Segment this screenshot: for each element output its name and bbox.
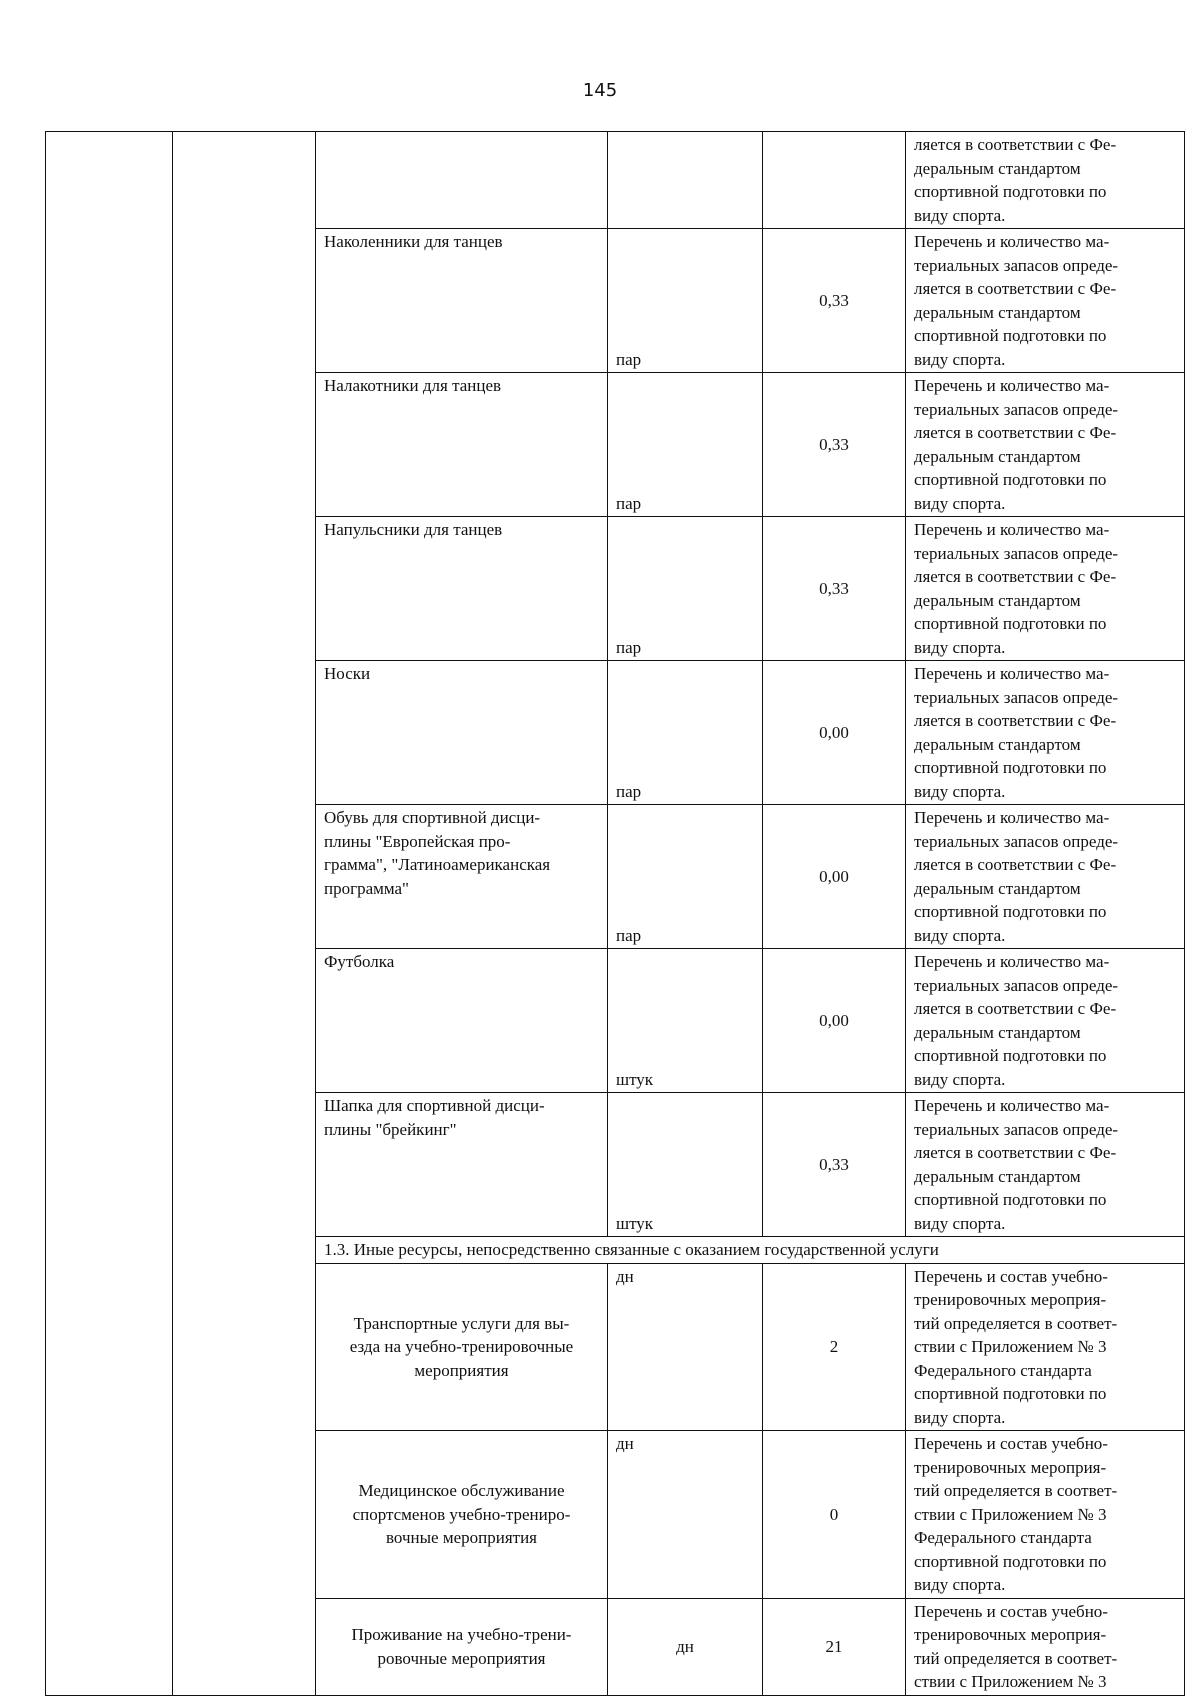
item-note: Перечень и количество ма- териальных запасов опреде- ляется в соответствии с Фе- деральным стандартом спортивной подготовки по виду спорта. bbox=[906, 373, 1185, 517]
resource-name: Медицинское обслуживание спортсменов учебно-трениро- вочные мероприятия bbox=[316, 1431, 608, 1599]
item-value: 0,33 bbox=[763, 517, 906, 661]
page-number: 145 bbox=[582, 80, 618, 101]
item-note: Перечень и количество ма- териальных запасов опреде- ляется в соответствии с Фе- деральным стандартом спортивной подготовки по виду спорта. bbox=[906, 661, 1185, 805]
item-unit: штук bbox=[608, 949, 763, 1093]
resource-unit: дн bbox=[608, 1431, 763, 1599]
item-note: Перечень и количество ма- териальных запасов опреде- ляется в соответствии с Фе- деральным стандартом спортивной подготовки по виду спорта. bbox=[906, 229, 1185, 373]
item-name: Носки bbox=[316, 661, 608, 805]
resource-value: 2 bbox=[763, 1263, 906, 1431]
item-unit: штук bbox=[608, 1093, 763, 1237]
table-body bbox=[46, 132, 1185, 1696]
item-unit: пар bbox=[608, 661, 763, 805]
item-value: 0,33 bbox=[763, 373, 906, 517]
cell-col1 bbox=[46, 132, 173, 1696]
resource-note: Перечень и состав учебно- тренировочных мероприя- тий определяется в соответ- ствии с Приложением № 3 Федерального стандарта спортивной подготовки по виду спорта. bbox=[906, 1431, 1185, 1599]
cell-name bbox=[316, 132, 608, 229]
item-note: Перечень и количество ма- териальных запасов опреде- ляется в соответствии с Фе- деральным стандартом спортивной подготовки по виду спорта. bbox=[906, 1093, 1185, 1237]
item-unit: пар bbox=[608, 517, 763, 661]
resource-note: Перечень и состав учебно- тренировочных мероприя- тий определяется в соответ- ствии с Приложением № 3 bbox=[906, 1598, 1185, 1695]
resource-name: Проживание на учебно-трени- ровочные мероприятия bbox=[316, 1598, 608, 1695]
item-value: 0,00 bbox=[763, 805, 906, 949]
cell-col2 bbox=[173, 132, 316, 1696]
item-note: Перечень и количество ма- териальных запасов опреде- ляется в соответствии с Фе- деральным стандартом спортивной подготовки по виду спорта. bbox=[906, 949, 1185, 1093]
item-value: 0,33 bbox=[763, 229, 906, 373]
item-unit: пар bbox=[608, 229, 763, 373]
cell-value bbox=[763, 132, 906, 229]
resource-value: 21 bbox=[763, 1598, 906, 1695]
resource-unit: дн bbox=[608, 1598, 763, 1695]
cell-unit bbox=[608, 132, 763, 229]
item-name: Налакотники для танцев bbox=[316, 373, 608, 517]
item-value: 0,00 bbox=[763, 661, 906, 805]
table-row bbox=[46, 132, 1185, 229]
item-name: Напульсники для танцев bbox=[316, 517, 608, 661]
item-value: 0,00 bbox=[763, 949, 906, 1093]
item-value: 0,33 bbox=[763, 1093, 906, 1237]
item-name: Обувь для спортивной дисци- плины "Европейская про- грамма", "Латиноамериканская программа" bbox=[316, 805, 608, 949]
item-name: Наколенники для танцев bbox=[316, 229, 608, 373]
section-heading: 1.3. Иные ресурсы, непосредственно связанные с оказанием государственной услуги bbox=[316, 1237, 1185, 1264]
resources-table bbox=[45, 131, 1185, 1696]
item-name: Шапка для спортивной дисци- плины "брейкинг" bbox=[316, 1093, 608, 1237]
resource-note: Перечень и состав учебно- тренировочных мероприя- тий определяется в соответ- ствии с Приложением № 3 Федерального стандарта спортивной подготовки по виду спорта. bbox=[906, 1263, 1185, 1431]
item-unit: пар bbox=[608, 373, 763, 517]
resource-unit: дн bbox=[608, 1263, 763, 1431]
item-unit: пар bbox=[608, 805, 763, 949]
item-note: Перечень и количество ма- териальных запасов опреде- ляется в соответствии с Фе- деральным стандартом спортивной подготовки по виду спорта. bbox=[906, 805, 1185, 949]
resource-name: Транспортные услуги для вы- езда на учебно-тренировочные мероприятия bbox=[316, 1263, 608, 1431]
item-note: Перечень и количество ма- териальных запасов опреде- ляется в соответствии с Фе- деральным стандартом спортивной подготовки по виду спорта. bbox=[906, 517, 1185, 661]
item-name: Футболка bbox=[316, 949, 608, 1093]
resource-value: 0 bbox=[763, 1431, 906, 1599]
cell-note: ляется в соответствии с Фе- деральным стандартом спортивной подготовки по виду спорта. bbox=[906, 132, 1185, 229]
